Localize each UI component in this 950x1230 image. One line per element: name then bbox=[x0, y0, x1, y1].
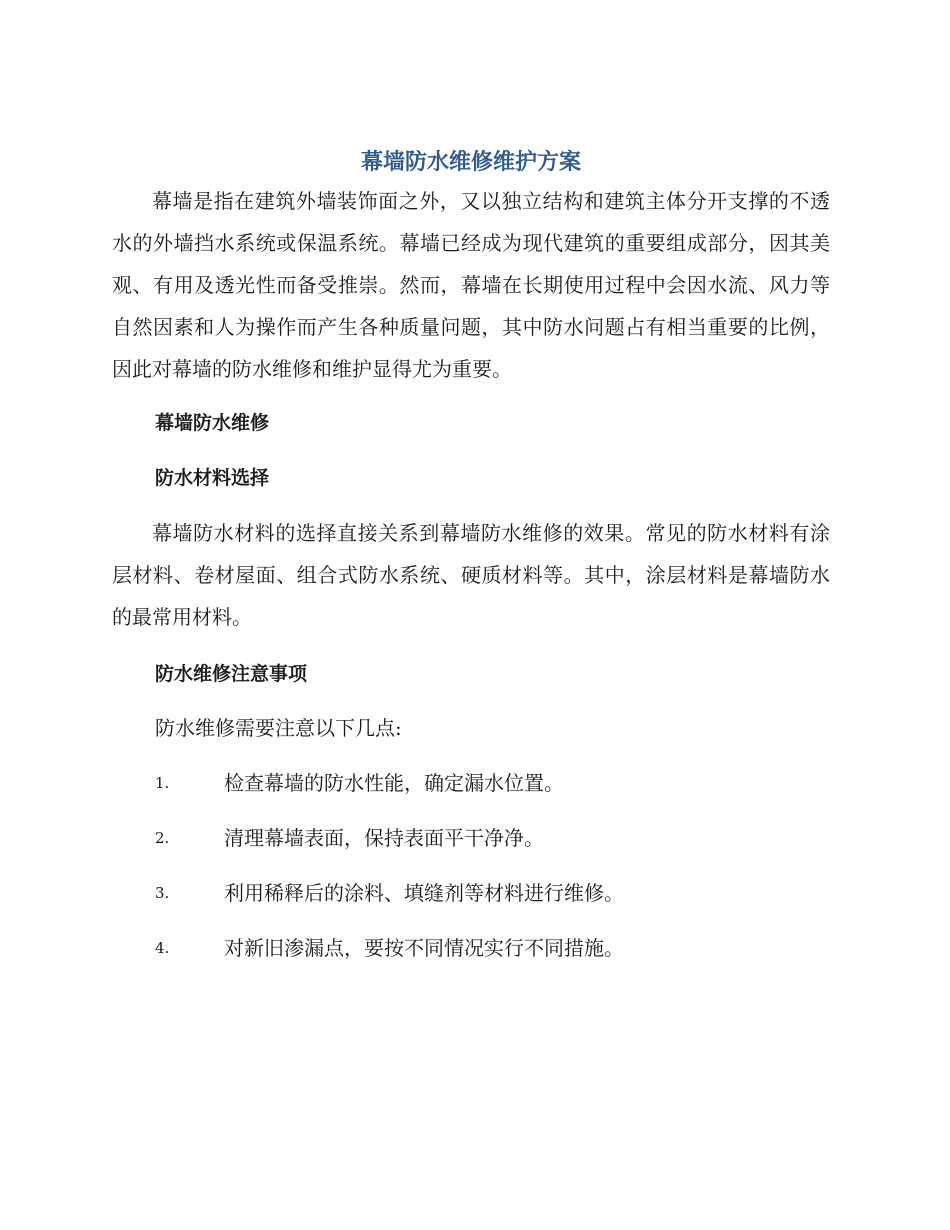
list-item bbox=[112, 878, 830, 908]
notes-intro: 防水维修需要注意以下几点: bbox=[155, 716, 402, 740]
list-item-number: 2. bbox=[155, 829, 170, 847]
list-item bbox=[112, 933, 830, 963]
intro-paragraph: 幕墙是指在建筑外墙装饰面之外，又以独立结构和建筑主体分开支撑的不透水的外墙挡水系统或保温系统。幕墙已经成为现代建筑的重要组成部分，因其美观、有用及透光性而备受推崇。然而，幕墙在长期使用过程中会因水流、风力等自然因素和人为操作而产生各种质量问题，其中防水问题占有相当重要的比例，因此对幕墙的防水维修和维护显得尤为重要。 bbox=[112, 189, 830, 381]
notes-list bbox=[112, 768, 830, 963]
list-item-number: 4. bbox=[155, 939, 170, 957]
list-item-text: 检查幕墙的防水性能，确定漏水位置。 bbox=[224, 771, 564, 795]
section-heading: 幕墙防水维修 bbox=[155, 412, 270, 434]
list-item-text: 对新旧渗漏点，要按不同情况实行不同措施。 bbox=[224, 936, 624, 960]
list-item-number: 1. bbox=[155, 774, 170, 792]
list-item bbox=[112, 823, 830, 853]
list-item-text: 利用稀释后的涂料、填缝剂等材料进行维修。 bbox=[224, 881, 624, 905]
materials-heading: 防水材料选择 bbox=[155, 467, 270, 489]
list-item-text: 清理幕墙表面，保持表面平干净净。 bbox=[224, 826, 544, 850]
document-page bbox=[112, 146, 830, 963]
materials-paragraph: 幕墙防水材料的选择直接关系到幕墙防水维修的效果。常见的防水材料有涂层材料、卷材屋面、组合式防水系统、硬质材料等。其中，涂层材料是幕墙防水的最常用材料。 bbox=[112, 521, 830, 629]
notes-heading: 防水维修注意事项 bbox=[155, 663, 308, 685]
document-title: 幕墙防水维修维护方案 bbox=[360, 150, 581, 175]
list-item-number: 3. bbox=[155, 884, 170, 902]
list-item bbox=[112, 768, 830, 798]
